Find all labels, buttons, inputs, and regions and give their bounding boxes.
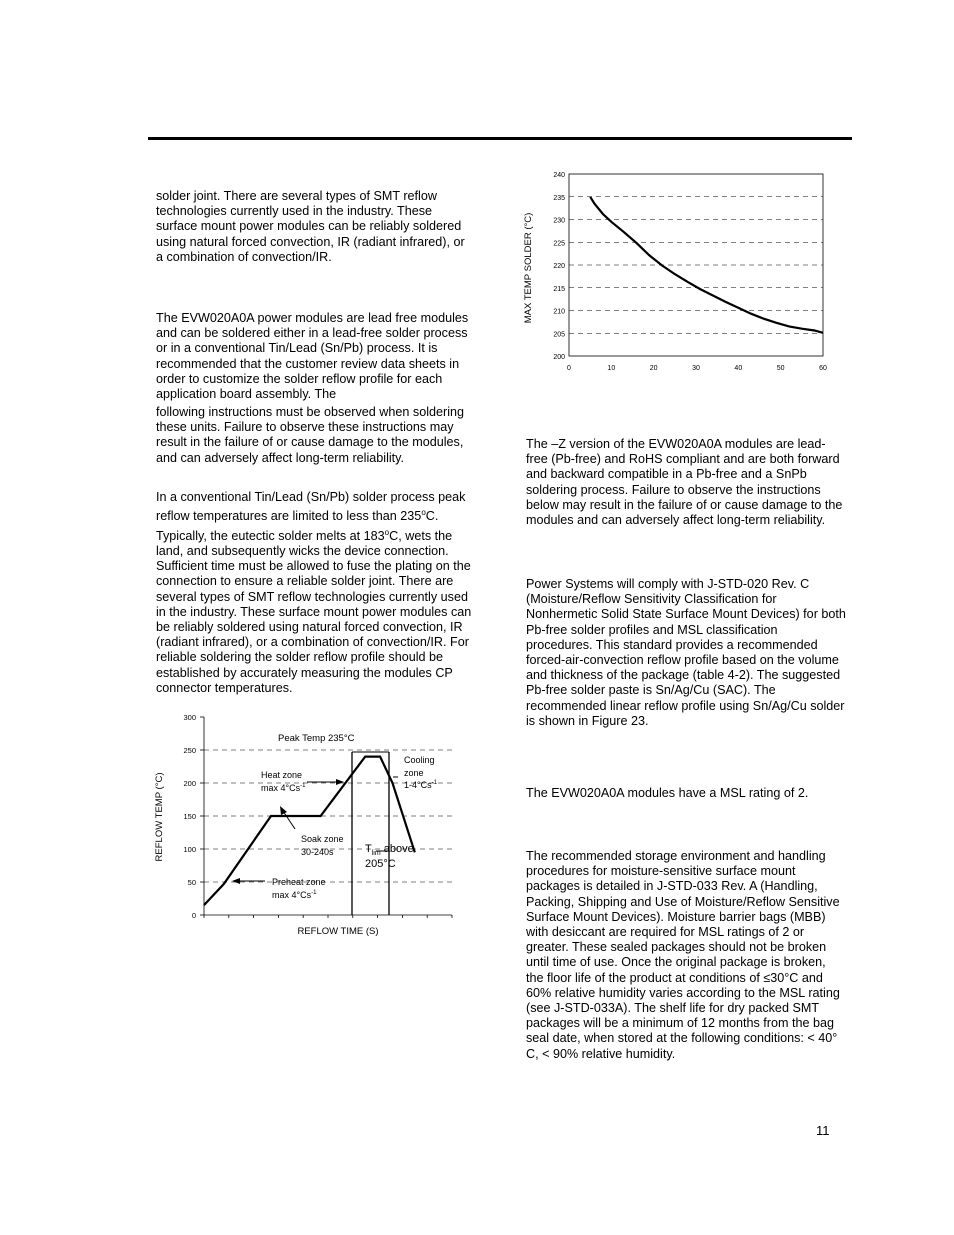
c2-x-ticks	[204, 915, 452, 918]
c2-y-tick-label: 250	[183, 746, 196, 755]
c2-soak-duration: 30-240s	[301, 847, 334, 857]
c1-gridlines	[569, 174, 823, 356]
c2-heat-arrowhead	[336, 779, 344, 785]
c1-y-tick-label: 205	[553, 331, 565, 339]
c2-soak-arrowhead	[280, 806, 287, 815]
c2-preheat-label: Preheat zone	[272, 877, 326, 887]
c2-y-tick-label: 150	[183, 812, 196, 821]
c2-x-axis-label: REFLOW TIME (S)	[297, 926, 379, 937]
page-number: 11	[816, 1123, 830, 1138]
c2-y-tick-label: 300	[183, 713, 196, 722]
c1-y-tick-label: 235	[553, 194, 565, 202]
c1-y-axis-label: MAX TEMP SOLDER (°C)	[523, 212, 534, 324]
c2-preheat-rate	[272, 890, 317, 900]
c2-cooling-label-1: Cooling	[404, 755, 435, 765]
c1-y-tick-label: 240	[553, 172, 565, 179]
c2-heat-zone-rate	[261, 783, 306, 793]
right-paragraph-3: The EVW020A0A modules have a MSL rating of 2.	[526, 786, 809, 800]
c1-x-tick-label: 50	[776, 365, 785, 372]
c2-tlim-temp: 205°C	[365, 858, 396, 870]
c2-preheat-arrowhead	[232, 878, 240, 884]
p4-degree-1: o	[421, 508, 426, 518]
c1-x-tick-labels	[567, 365, 827, 372]
c1-x-tick-label: 0	[567, 365, 571, 372]
c2-tlim-t: T	[365, 843, 372, 855]
c2-y-tick-label: 50	[187, 878, 196, 887]
c1-x-tick-label: 10	[607, 365, 616, 372]
c2-y-tick-labels	[183, 713, 196, 920]
c1-x-tick-label: 30	[692, 365, 700, 372]
reflow-profile-chart	[150, 705, 460, 940]
c2-y-axis-label: REFLOW TEMP (°C)	[154, 772, 165, 862]
c2-heat-zone-rate-text: max 4°Cs	[261, 783, 301, 793]
c2-cooling-rate-sup: -1	[431, 780, 437, 786]
max-temp-solder-chart	[515, 160, 835, 375]
right-paragraph-2: Power Systems will comply with J-STD-020 Rev. C (Moisture/Reflow Sensitivity Classification for Nonhermetic Solid State Surface Mount Devices) for both Pb-free solder profiles and MSL classification procedures. This standard provides a recommended forced-air-convection reflow profile based on the volume and thickness of the package (table 4-2). The suggested Pb-free solder paste is Sn/Ag/Cu (SAC). The recommended linear reflow profile using Sn/Ag/Cu solder is shown in Figure 23.	[526, 577, 846, 728]
c1-y-tick-label: 215	[553, 285, 565, 293]
left-paragraph-1: solder joint. There are several types of SMT reflow technologies currently used in the industry. These surface mount power modules can be reliably soldered using natural forced convection, IR (radiant infrared), or a combination of convection/IR.	[156, 189, 465, 264]
c2-cooling-rate	[404, 780, 438, 790]
c2-y-tick-label: 100	[183, 845, 196, 854]
c1-y-tick-labels	[553, 172, 565, 361]
c1-y-tick-label: 200	[553, 354, 565, 361]
c2-y-tick-label: 0	[191, 911, 196, 920]
c1-y-tick-label: 230	[553, 217, 565, 225]
c2-heat-zone-label: Heat zone	[261, 770, 303, 780]
c2-y-tick-label: 200	[183, 779, 196, 788]
c2-preheat-rate-text: max 4°Cs	[272, 890, 312, 900]
c2-preheat-rate-sup: -1	[311, 890, 317, 896]
c1-x-tick-label: 20	[649, 365, 658, 372]
left-paragraph-3: following instructions must be observed when soldering these units. Failure to observe these instructions may result in the failure of or cause damage to the modules, and can adversely affect long-term reliability.	[156, 405, 465, 465]
c2-soak-label: Soak zone	[301, 834, 344, 844]
c2-cooling-label-2: zone	[404, 768, 424, 778]
c1-y-tick-label: 220	[553, 263, 565, 270]
p4-degree-2: o	[384, 527, 390, 537]
right-paragraph-4: The recommended storage environment and handling procedures for moisture-sensitive surface mount packages is detailed in J-STD-033 Rev. A (Handling, Packing, Shipping and Use of Moisture/Reflow Sensitive Surface Mount Devices). Moisture barrier bags (MBB) with desiccant are required for MSL ratings of 2 or greater. These sealed packages should not be broken until time of use. Once the original package is broken, the floor life of the product at conditions of ≤30°C and 60% relative humidity varies according to the MSL rating (see J-STD-033A). The shelf life for dry packed SMT packages will be a minimum of 12 months from the bag seal date, when stored at the following conditions: < 40° C, < 90% relative humidity.	[526, 849, 840, 1061]
c2-tlim-above: above	[380, 843, 414, 855]
c2-cooling-rate-text: 1-4°Cs	[404, 780, 432, 790]
c2-gridlines	[200, 717, 452, 915]
left-paragraph-2: The EVW020A0A power modules are lead free modules and can be soldered either in a lead-free solder process or in a conventional Tin/Lead (Sn/Pb) process. It is recommended that the customer review data sheets in order to customize the solder reflow profile for each application board assembly. The	[156, 311, 469, 402]
header-rule	[148, 137, 852, 140]
c2-heat-zone-rate-sup: -1	[300, 783, 306, 789]
c1-y-tick-label: 210	[553, 308, 565, 316]
p4-text-c: C, wets the land, and subsequently wicks the device connection. Sufficient time must be allowed to fuse the plating on the connection to ensure a reliable solder joint. There are several types of SMT reflow technologies currently used in the industry. These surface mount power modules can be reliably soldered using natural forced convection, IR (radiant infrared), or a combination of convection/IR. For reliable soldering the solder reflow profile should be established by accurately measuring the modules CP connector temperatures.	[156, 528, 472, 695]
c2-peak-label: Peak Temp 235°C	[278, 733, 355, 744]
p4-text-a: In a conventional Tin/Lead (Sn/Pb) solder process peak reflow temperatures are limited to less than 235	[156, 490, 466, 524]
p4-text-b: C. Typically, the eutectic solder melts at 183	[156, 509, 439, 543]
right-paragraph-1: The –Z version of the EVW020A0A modules are lead-free (Pb-free) and RoHS compliant and are both forward and backward compatible in a Pb-free and a SnPb soldering process. Failure to observe the instructions below may result in the failure of or cause damage to the modules and can adversely affect long-term reliability.	[526, 437, 843, 528]
c2-tlim-label	[365, 843, 414, 857]
c2-soak-arrow	[283, 811, 295, 829]
c1-x-tick-label: 60	[819, 365, 827, 372]
c2-tlim-sub: lim	[371, 850, 381, 857]
left-paragraph-4	[156, 490, 474, 696]
c1-y-tick-label: 225	[553, 240, 565, 248]
c1-x-tick-label: 40	[734, 365, 743, 372]
